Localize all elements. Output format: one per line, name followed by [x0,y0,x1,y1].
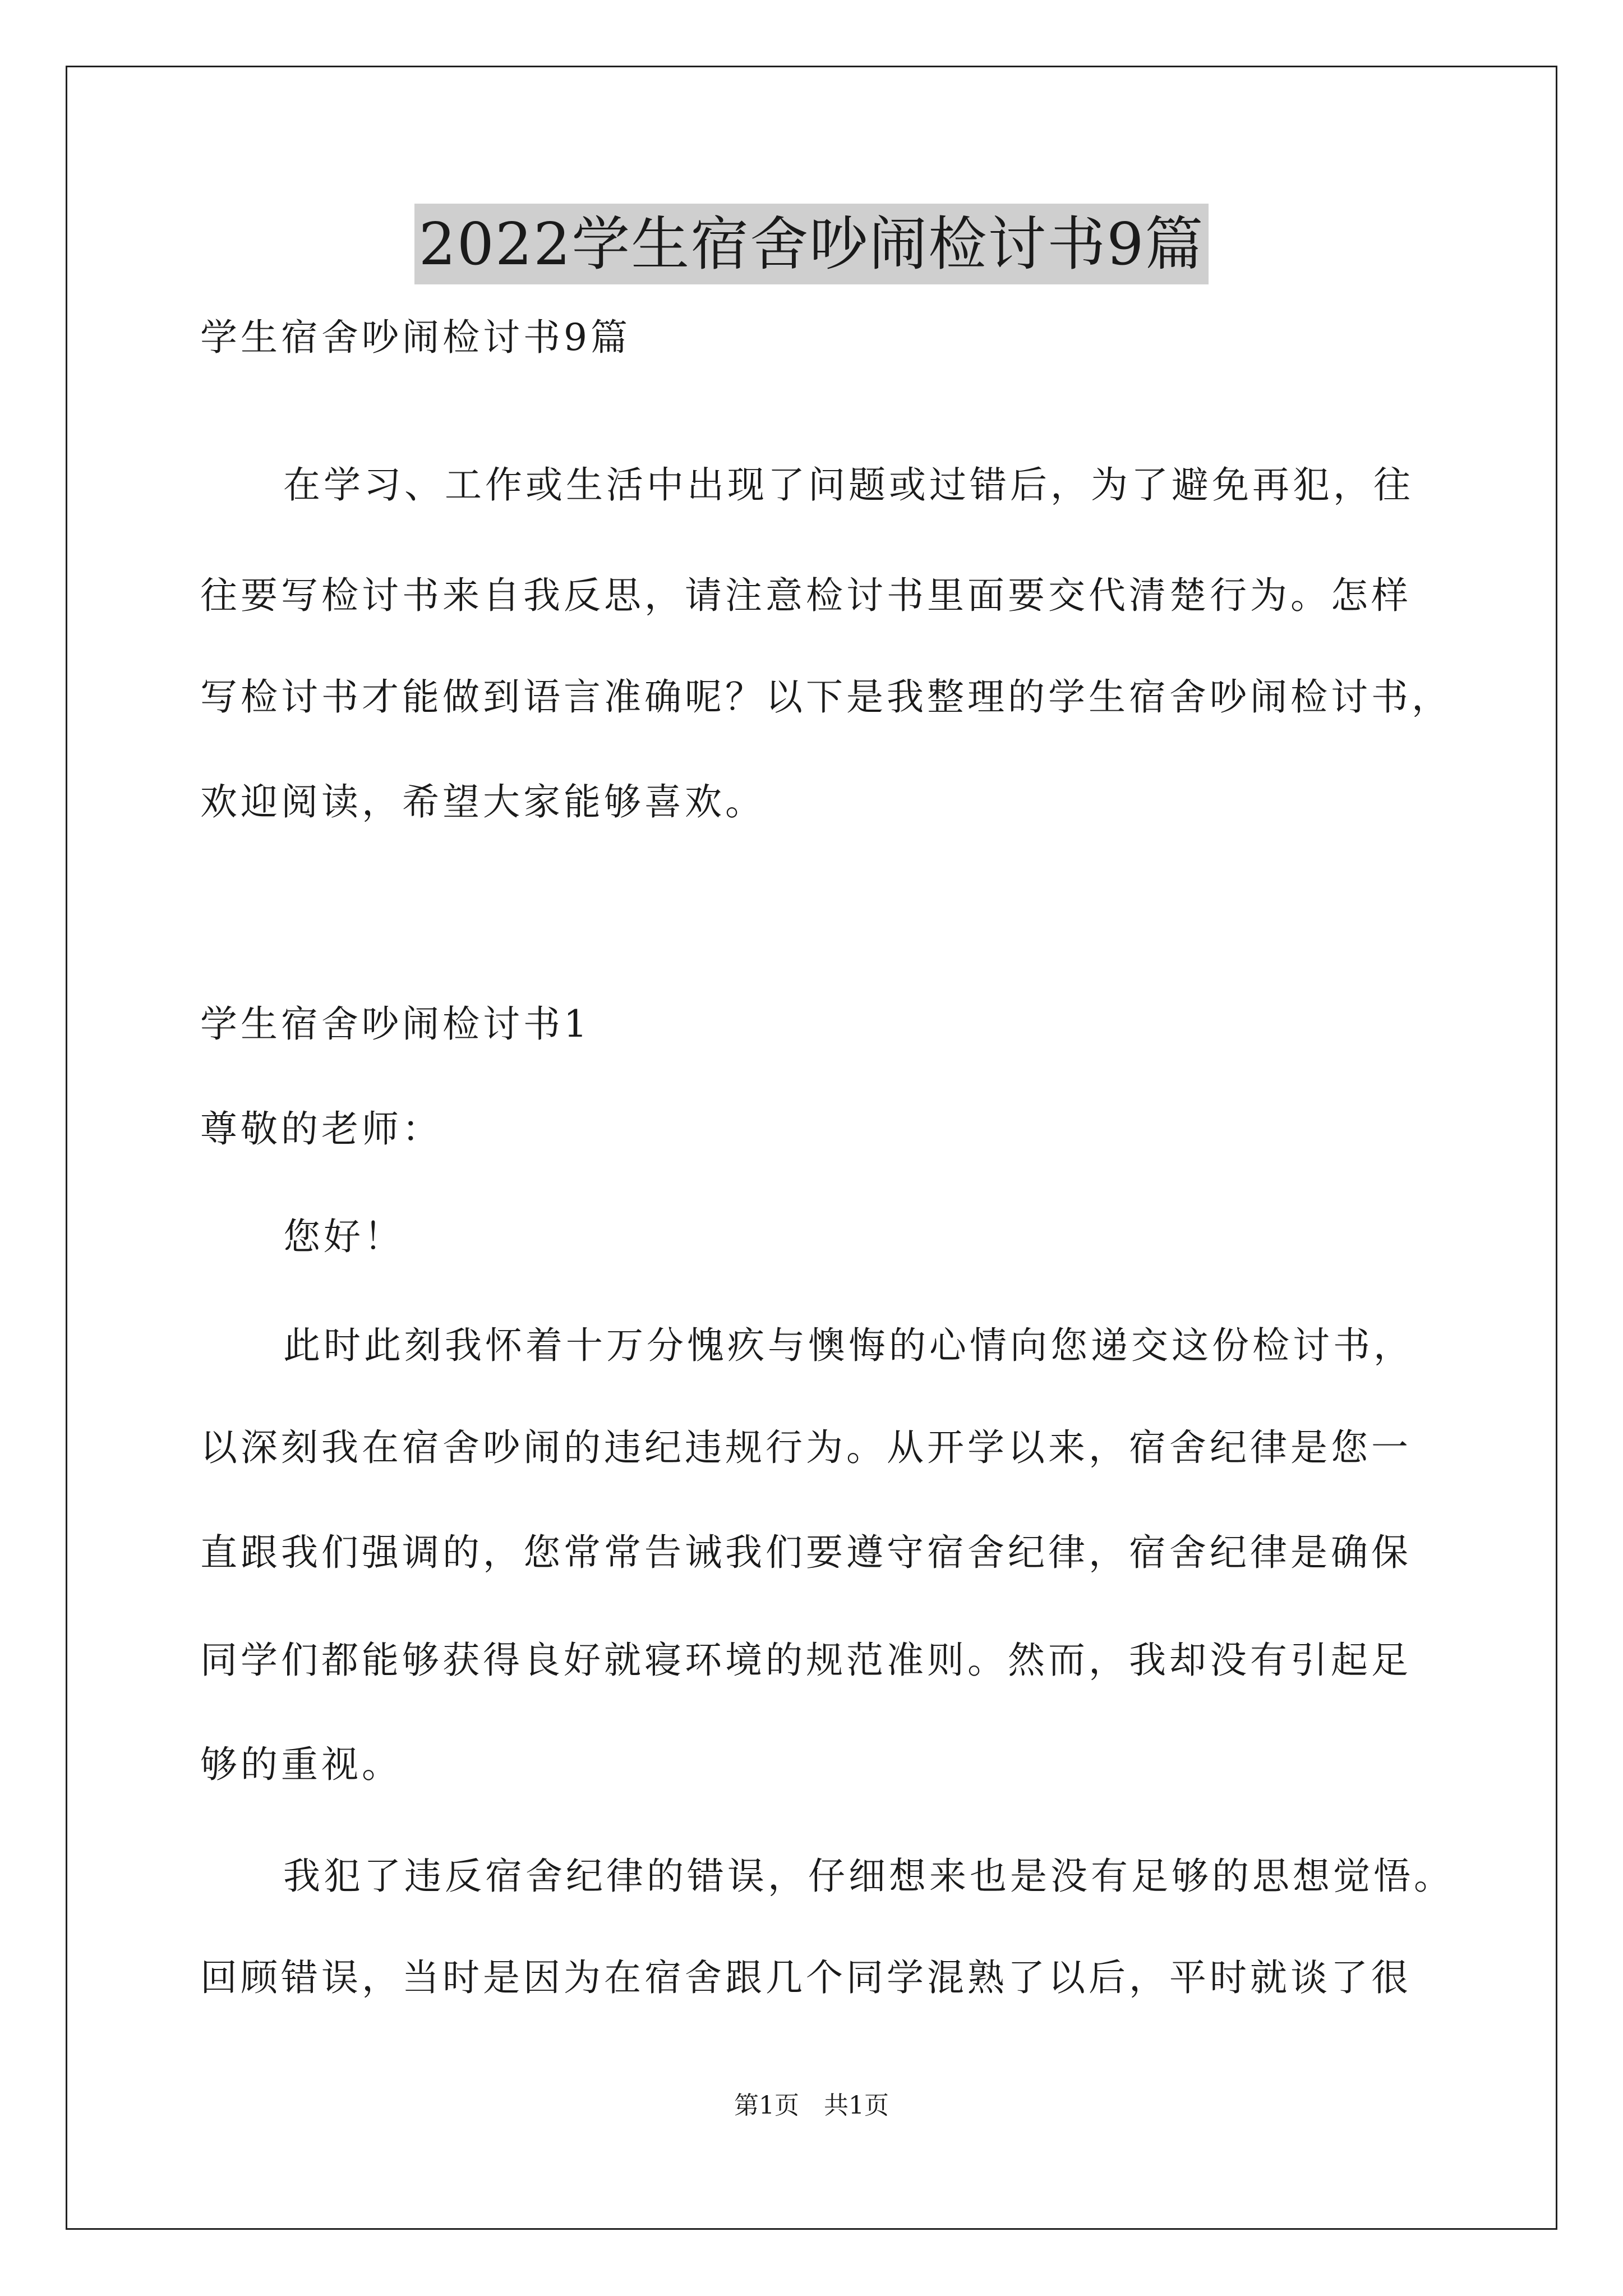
body-line: 以深刻我在宿舍吵闹的违纪违规行为。从开学以来，宿舍纪律是您一 [200,1426,1412,1469]
body-line: 写检讨书才能做到语言准确呢？以下是我整理的学生宿舍吵闹检讨书， [200,675,1452,719]
body-line: 往要写检讨书来自我反思，请注意检讨书里面要交代清楚行为。怎样 [200,574,1412,617]
body-line: 同学们都能够获得良好就寝环境的规范准则。然而，我却没有引起足 [200,1639,1412,1682]
body-line: 欢迎阅读，希望大家能够喜欢。 [200,780,766,823]
salutation: 尊敬的老师： [200,1107,442,1151]
subtitle-line: 学生宿舍吵闹检讨书9篇 [200,316,631,359]
body-line: 在学习、工作或生活中出现了问题或过错后，为了避免再犯，往 [283,463,1414,507]
document-title: 2022学生宿舍吵闹检讨书9篇 [414,204,1209,284]
body-line: 够的重视。 [200,1743,402,1786]
body-line: 我犯了违反宿舍纪律的错误，仔细想来也是没有足够的思想觉悟。 [283,1855,1454,1898]
page-footer: 第1页 共1页 [734,2091,889,2120]
greeting: 您好！ [283,1215,404,1258]
body-line: 直跟我们强调的，您常常告诫我们要遵守宿舍纪律，宿舍纪律是确保 [200,1531,1412,1574]
body-line: 此时此刻我怀着十万分愧疚与懊悔的心情向您递交这份检讨书， [283,1324,1414,1367]
body-line: 回顾错误，当时是因为在宿舍跟几个同学混熟了以后，平时就谈了很 [200,1956,1412,1999]
section-heading: 学生宿舍吵闹检讨书1 [200,1002,591,1046]
title-container [0,204,1623,284]
